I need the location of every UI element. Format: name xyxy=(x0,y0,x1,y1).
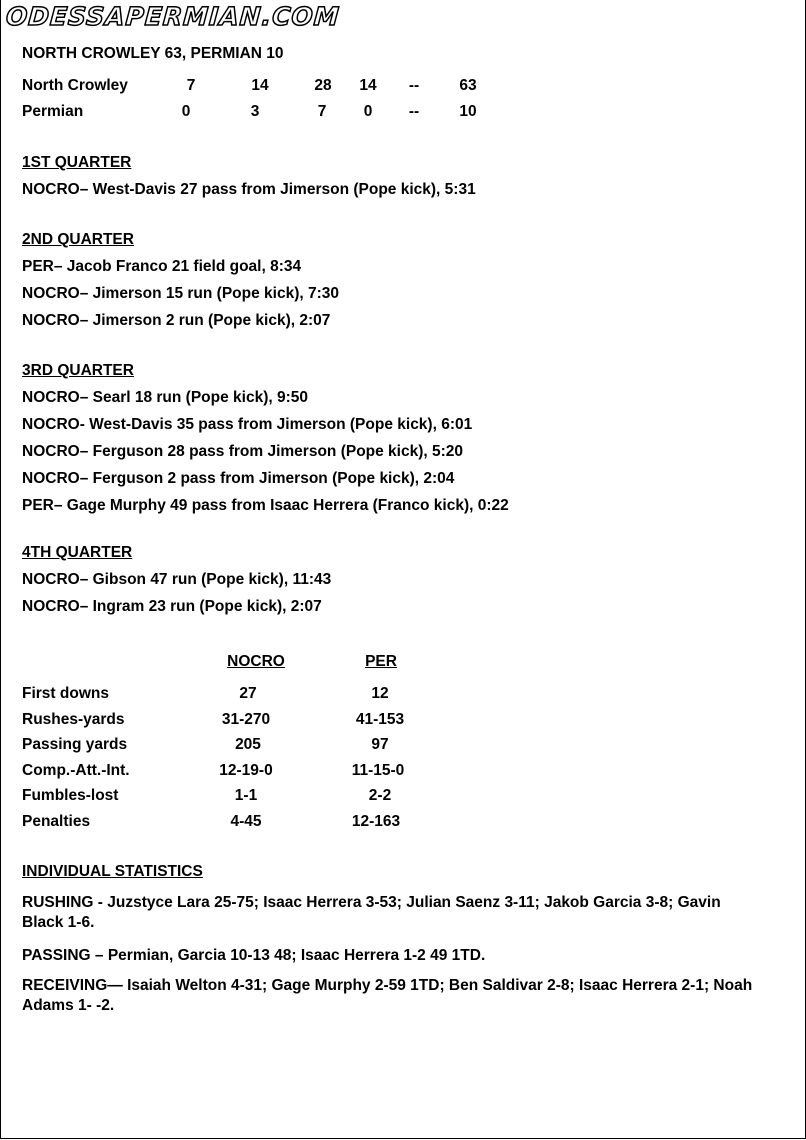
stat-label: Passing yards xyxy=(22,736,128,753)
receiving-stats: RECEIVING— Isaiah Welton 4-31; Gage Murphy 2-59 1TD; Ben Saldivar 2-8; Isaac Herrera 2-1; Noah Adams 1- -2. xyxy=(22,977,753,1014)
individual-heading: INDIVIDUAL STATISTICS xyxy=(22,863,203,880)
scoring-play: NOCRO– Searl 18 run (Pope kick), 9:50 xyxy=(22,389,308,406)
rushing-stats: RUSHING - Juzstyce Lara 25-75; Isaac Herrera 3-53; Julian Saenz 3-11; Jakob Garcia 3-8; Gavin Black 1-6. xyxy=(22,894,721,931)
linescore-q1: 0 xyxy=(181,103,191,120)
linescore-sep: -- xyxy=(408,77,420,94)
stat-label: Penalties xyxy=(22,813,91,830)
linescore-q3: 7 xyxy=(317,103,327,120)
stat-per: 41-153 xyxy=(355,711,405,728)
game-headline: NORTH CROWLEY 63, PERMIAN 10 xyxy=(22,45,284,62)
linescore-team: Permian xyxy=(22,103,84,120)
linescore-total: 63 xyxy=(459,77,477,94)
linescore-q4: 0 xyxy=(363,103,373,120)
scoring-play: NOCRO– Jimerson 15 run (Pope kick), 7:30 xyxy=(22,285,339,302)
scoring-play: NOCRO– Ferguson 28 pass from Jimerson (Pope kick), 5:20 xyxy=(22,443,464,460)
stat-nocro: 1-1 xyxy=(234,787,258,804)
linescore-q4: 14 xyxy=(359,77,377,94)
scoring-play: NOCRO– Gibson 47 run (Pope kick), 11:43 xyxy=(22,571,332,588)
scoring-play: NOCRO– West-Davis 27 pass from Jimerson (Pope kick), 5:31 xyxy=(22,181,476,198)
scoring-play: PER– Jacob Franco 21 field goal, 8:34 xyxy=(22,258,302,275)
stat-per: 12 xyxy=(371,685,389,702)
stat-nocro: 205 xyxy=(235,736,261,753)
quarter-heading: 1ST QUARTER xyxy=(22,154,132,171)
stat-nocro: 12-19-0 xyxy=(219,762,273,779)
stat-nocro: 27 xyxy=(239,685,257,702)
team-stats-header-per: PER xyxy=(365,653,397,670)
quarter-heading: 4TH QUARTER xyxy=(22,544,133,561)
stat-per: 11-15-0 xyxy=(351,762,405,779)
stat-label: Rushes-yards xyxy=(22,711,125,728)
scoring-play: NOCRO– Ferguson 2 pass from Jimerson (Pope kick), 2:04 xyxy=(22,470,455,487)
stat-per: 2-2 xyxy=(368,787,392,804)
linescore-q3: 28 xyxy=(314,77,332,94)
quarter-heading: 3RD QUARTER xyxy=(22,362,134,379)
linescore-sep: -- xyxy=(408,103,420,120)
stat-per: 97 xyxy=(371,736,389,753)
team-stats-header-nocro: NOCRO xyxy=(227,653,285,670)
linescore-total: 10 xyxy=(459,103,477,120)
stat-nocro: 4-45 xyxy=(230,813,262,830)
stat-label: Fumbles-lost xyxy=(22,787,119,804)
linescore-q2: 3 xyxy=(250,103,260,120)
linescore-q2: 14 xyxy=(251,77,269,94)
linescore-team: North Crowley xyxy=(22,77,128,94)
stat-label: Comp.-Att.-Int. xyxy=(22,762,130,779)
stat-per: 12-163 xyxy=(351,813,401,830)
stat-nocro: 31-270 xyxy=(221,711,271,728)
quarter-heading: 2ND QUARTER xyxy=(22,231,134,248)
stat-label: First downs xyxy=(22,685,109,702)
scoring-play: PER– Gage Murphy 49 pass from Isaac Herrera (Franco kick), 0:22 xyxy=(22,497,509,514)
scoring-play: NOCRO- West-Davis 35 pass from Jimerson (Pope kick), 6:01 xyxy=(22,416,473,433)
scoring-play: NOCRO– Ingram 23 run (Pope kick), 2:07 xyxy=(22,598,322,615)
scoring-play: NOCRO– Jimerson 2 run (Pope kick), 2:07 xyxy=(22,312,331,329)
passing-stats: PASSING – Permian, Garcia 10-13 48; Isaac Herrera 1-2 49 1TD. xyxy=(22,947,486,964)
linescore-q1: 7 xyxy=(186,77,196,94)
site-logo: ODESSAPERMIAN.COM xyxy=(5,2,341,31)
